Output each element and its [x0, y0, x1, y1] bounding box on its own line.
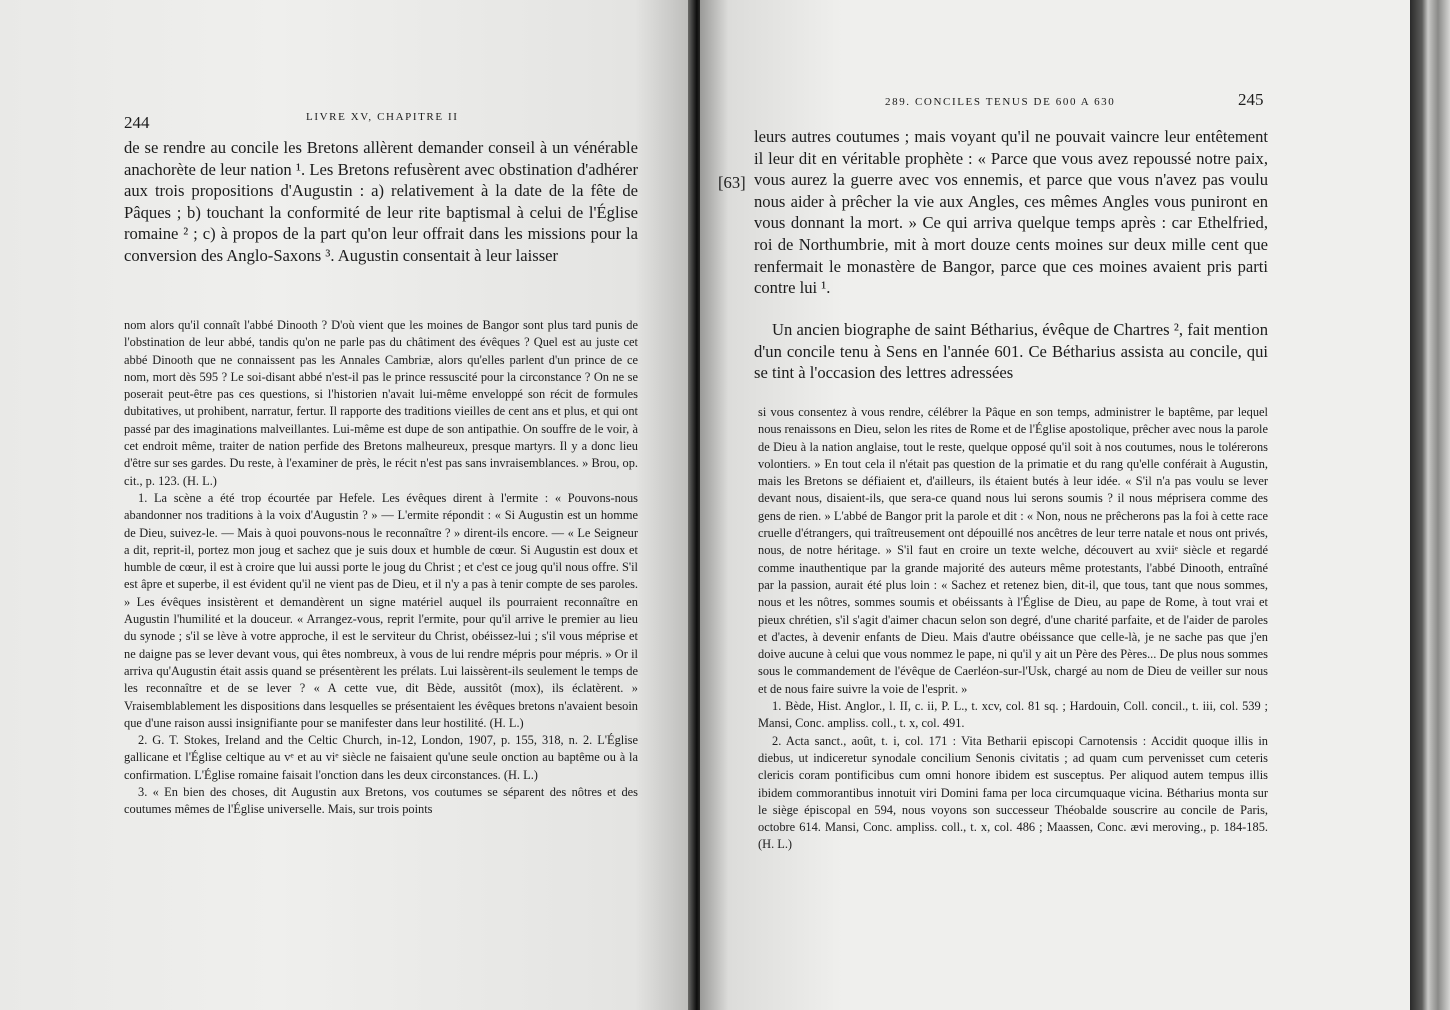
page-number: 245 [1238, 90, 1264, 109]
footnote-2: 2. G. T. Stokes, Ireland and the Celtic Church, in-12, London, 1907, p. 155, 318, n. 2. L'Église gallicane et l'Église celtique au vᵉ et au viᵉ siècle ne faisaient qu'une seule onction au baptême ou à la confirmation. L'Église romaine faisait l'onction dans les deux circonstances. (H. L.) [124, 733, 638, 782]
margin-number: [63] [718, 173, 746, 192]
footnotes [124, 317, 638, 819]
footnotes [758, 404, 1268, 854]
footnote-1: 1. Bède, Hist. Anglor., l. II, c. ii, P. L., t. xcv, col. 81 sq. ; Hardouin, Coll. concil., t. iii, col. 539 ; Mansi, Conc. ampliss. coll., t. x, col. 491. [758, 699, 1268, 731]
running-head: 289. CONCILES TENUS DE 600 A 630 [885, 96, 1116, 108]
footnote-continued: si vous consentez à vous rendre, célébrer la Pâque en son temps, administrer le baptême, par lequel nous renaissons en Dieu, selon les rites de Rome et de l'Église apostolique, prêcher avec nous la parole de Dieu à la nation anglaise, tout le reste, quelque opposé qu'il soit à nos coutumes, nous le tolérerons volontiers. » En tout cela il n'était pas question de la primatie et du rang qu'elle conférait à Augustin, mais les Bretons se défiaient et, d'ailleurs, ils étaient butés à leur idée. « S'il n'a pas voulu se lever devant nous, disaient-ils, que sera-ce quand nous lui serons soumis ? il nous méprisera comme des gens de rien. » L'abbé de Bangor prit la parole et dit : « Non, nous ne prêcherons pas la foi à cette race cruelle d'étrangers, qui traîtreusement ont dépouillé nos ancêtres de leur terre natale et nous ont privés, nous, de notre héritage. » S'il faut en croire un texte welche, découvert au xviiᵉ siècle et regardé comme inauthentique par la grande majorité des auteurs même protestants, l'abbé Dinooth, entraîné par la passion, aurait été plus loin : « Sachez et retenez bien, dit-il, que tous, tant que nous sommes, nous et les nôtres, sommes soumis et obéissants à l'Église de Dieu, au pape de Rome, à tout vrai et pieux chrétien, s'il s'agit d'aimer chacun selon son degré, d'une charité parfaite, et de l'aider de paroles et d'actes, à devenir enfants de Dieu. Mais d'autre obéissance que celle-là, je ne sache pas que j'en doive aucune à celui que vous nommez le pape, ni qu'il y ait un Père des Pères... De plus nous sommes sous le commandement de l'évêque de Caerléon-sur-l'Usk, chargé au nom de Dieu de veiller sur nous et de nous faire suivre la voie de l'esprit. » [758, 405, 1268, 696]
left-page [0, 0, 690, 1010]
right-page [700, 0, 1412, 1010]
body-text-2: Un ancien biographe de saint Bétharius, évêque de Chartres ², fait mention d'un concile tenu à Sens en l'année 601. Ce Bétharius assista au concile, qui se tint à l'occasion des lettres adressées [754, 320, 1268, 383]
page-edge [1410, 0, 1450, 1010]
body-text: de se rendre au concile les Bretons allèrent demander conseil à un vénérable anachorète de leur nation ¹. Les Bretons refusèrent avec obstination d'adhérer aux trois propositions d'Augustin : a) relativement à la date de la fête de Pâques ; b) touchant la conformité de leur rite baptismal à celui de l'Église romaine ² ; c) à propos de la part qu'on leur offrait dans les missions pour la conversion des Anglo-Saxons ³. Augustin consentait à leur laisser [124, 138, 638, 265]
page-number: 244 [124, 113, 150, 132]
footnote-1: 1. La scène a été trop écourtée par Hefele. Les évêques dirent à l'ermite : « Pouvons-nous abandonner nos traditions à la voix d'Augustin ? » — L'ermite répondit : « Si Augustin est un homme de Dieu, suivez-le. — Mais à quoi pouvons-nous le reconnaître ? » dirent-ils encore. — « Le Seigneur a dit, reprit-il, portez mon joug et sachez que je suis doux et humble de cœur. Si Augustin est doux et humble de cœur, il est à croire que lui aussi porte le joug du Christ ; et c'est ce joug qu'il nous offre. S'il est âpre et superbe, il est évident qu'il ne vient pas de Dieu, et il n'y a pas à tenir compte de ses paroles. » Les évêques insistèrent et demandèrent un signe matériel auquel ils pourraient reconnaître en Augustin l'humilité et la douceur. « Arrangez-vous, reprit l'ermite, pour qu'il arrive le premier au lieu du synode ; s'il se lève à votre approche, il est le serviteur du Christ, obéissez-lui ; s'il vous méprise et ne daigne pas se lever devant vous, qui êtes nombreux, à vous de lui rendre mépris pour mépris. » Or il arriva qu'Augustin était assis quand se présentèrent les prélats. Lui laissèrent-ils seulement le temps de les reconnaître et de se lever ? « A cette vue, dit Bède, aussitôt (mox), ils éclatèrent. » Vraisemblablement les dispositions dans lesquelles se présentaient les évêques bretons n'avaient besoin que d'une raison aussi insignifiante pour se manifester dans leur hostilité. (H. L.) [124, 490, 638, 730]
running-head: LIVRE XV, CHAPITRE II [306, 111, 459, 123]
footnote-3: 3. « En bien des choses, dit Augustin aux Bretons, vos coutumes se séparent des nôtres et des coutumes mêmes de l'Église universelle. Mais, sur trois points [124, 785, 638, 817]
footnote-2: 2. Acta sanct., août, t. i, col. 171 : Vita Betharii episcopi Carnotensis : Accidit quoque illis in diebus, ut indiceretur synodale concilium Senonis civitatis ; ad quam cum pervenisset cum ceteris clericis coram pontificibus cum omni honore ibidem est susceptus. Per aliquod autem tempus illis ibidem commorantibus innotuit viri Domini fama per loca circumquaque vicina. Bétharius monta sur le siège épiscopal en 594, nous voyons son successeur Théobalde souscrire au concile de Paris, octobre 614. Mansi, Conc. ampliss. coll., t. x, col. 486 ; Maassen, Conc. ævi meroving., p. 184-185. (H. L.) [758, 733, 1268, 852]
footnote-continued: nom alors qu'il connaît l'abbé Dinooth ? D'où vient que les moines de Bangor sont plus tard punis de l'obstination de leur abbé, tandis qu'on ne parle pas du châtiment des évêques ? Quel est au juste cet abbé Dinooth que ne connaissent pas les Annales Cambriæ, alors qu'elles parlent d'un prince de ce nom, mort dès 595 ? Le soi-disant abbé n'est-il pas le prince ressuscité pour la circonstance ? On ne se poserait peut-être pas ces questions, si l'historien n'avait lui-même enveloppé son récit de formules dubitatives, ut prohibent, narratur, fertur. Il rapporte des traditions vieilles de cent ans et plus, et qui ont passé par des imaginations malveillantes. Lui-même est dupe de son antipathie. On souffre de le voir, à cet endroit même, traiter de nation perfide des Bretons malheureux, presque martyrs. Il y a donc lieu d'être sur ses gardes. Du reste, à l'examiner de près, le récit n'est pas sans invraisemblances. » Brou, op. cit., p. 123. (H. L.) [124, 318, 638, 488]
body-text: leurs autres coutumes ; mais voyant qu'il ne pouvait vaincre leur entêtement il leur dit en véritable prophète : « Parce que vous avez repoussé notre paix, vous aurez la guerre avec vos ennemis, et parce que vous n'avez pas voulu nous aider à prêcher la vie aux Angles, ces mêmes Angles vous puniront en vous donnant la mort. » Ce qui arriva quelque temps après : car Ethelfried, roi de Northumbrie, mit à mort douze cents moines sur deux mille cent que renfermait le monastère de Bangor, parce que ces moines avaient pris parti contre lui ¹. [754, 127, 1268, 298]
